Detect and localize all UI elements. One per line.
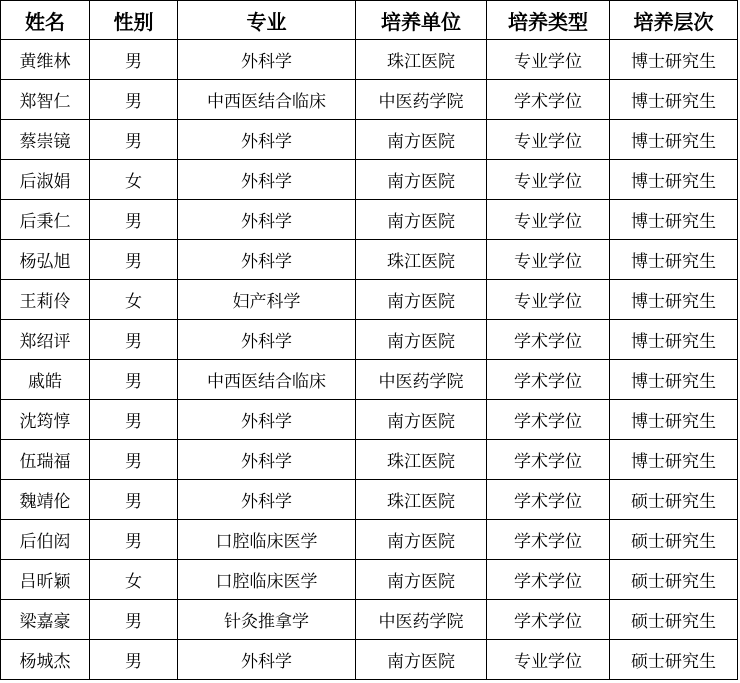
cell-major: 口腔临床医学 xyxy=(178,520,356,560)
cell-name: 梁嘉豪 xyxy=(1,600,90,640)
table-body xyxy=(1,40,738,680)
cell-training-type: 学术学位 xyxy=(487,320,610,360)
cell-training-unit: 南方医院 xyxy=(356,280,487,320)
cell-training-type: 学术学位 xyxy=(487,400,610,440)
table-row xyxy=(1,240,738,280)
cell-gender: 男 xyxy=(90,80,178,120)
header-training-level: 培养层次 xyxy=(610,1,738,40)
cell-training-unit: 南方医院 xyxy=(356,560,487,600)
cell-training-level: 博士研究生 xyxy=(610,280,738,320)
cell-gender: 女 xyxy=(90,280,178,320)
cell-major: 外科学 xyxy=(178,200,356,240)
cell-training-type: 学术学位 xyxy=(487,600,610,640)
table-row xyxy=(1,200,738,240)
table-row xyxy=(1,480,738,520)
cell-training-level: 硕士研究生 xyxy=(610,560,738,600)
cell-training-type: 专业学位 xyxy=(487,120,610,160)
table-row xyxy=(1,600,738,640)
cell-gender: 男 xyxy=(90,480,178,520)
table-row xyxy=(1,400,738,440)
cell-training-level: 博士研究生 xyxy=(610,160,738,200)
cell-gender: 女 xyxy=(90,160,178,200)
cell-training-type: 专业学位 xyxy=(487,240,610,280)
cell-training-type: 学术学位 xyxy=(487,360,610,400)
cell-training-unit: 南方医院 xyxy=(356,320,487,360)
header-name: 姓名 xyxy=(1,1,90,40)
cell-training-level: 博士研究生 xyxy=(610,200,738,240)
cell-gender: 男 xyxy=(90,200,178,240)
header-training-type: 培养类型 xyxy=(487,1,610,40)
cell-training-type: 学术学位 xyxy=(487,560,610,600)
cell-major: 妇产科学 xyxy=(178,280,356,320)
cell-training-unit: 中医药学院 xyxy=(356,360,487,400)
cell-name: 郑绍评 xyxy=(1,320,90,360)
cell-training-unit: 南方医院 xyxy=(356,400,487,440)
cell-name: 伍瑞福 xyxy=(1,440,90,480)
cell-major: 外科学 xyxy=(178,400,356,440)
table-row xyxy=(1,80,738,120)
cell-major: 外科学 xyxy=(178,640,356,680)
cell-gender: 男 xyxy=(90,400,178,440)
cell-major: 口腔临床医学 xyxy=(178,560,356,600)
cell-training-unit: 珠江医院 xyxy=(356,480,487,520)
cell-major: 针灸推拿学 xyxy=(178,600,356,640)
header-row xyxy=(1,1,738,40)
cell-gender: 女 xyxy=(90,560,178,600)
cell-gender: 男 xyxy=(90,320,178,360)
cell-gender: 男 xyxy=(90,600,178,640)
cell-training-unit: 南方医院 xyxy=(356,120,487,160)
table-row xyxy=(1,560,738,600)
cell-training-unit: 南方医院 xyxy=(356,640,487,680)
cell-training-level: 硕士研究生 xyxy=(610,640,738,680)
cell-name: 王莉伶 xyxy=(1,280,90,320)
cell-name: 后秉仁 xyxy=(1,200,90,240)
cell-gender: 男 xyxy=(90,640,178,680)
cell-training-level: 博士研究生 xyxy=(610,40,738,80)
cell-training-type: 专业学位 xyxy=(487,200,610,240)
cell-training-type: 专业学位 xyxy=(487,640,610,680)
header-major: 专业 xyxy=(178,1,356,40)
cell-name: 黄维林 xyxy=(1,40,90,80)
cell-training-unit: 南方医院 xyxy=(356,160,487,200)
cell-gender: 男 xyxy=(90,40,178,80)
cell-name: 杨城杰 xyxy=(1,640,90,680)
cell-training-type: 学术学位 xyxy=(487,80,610,120)
cell-name: 后伯闳 xyxy=(1,520,90,560)
cell-training-type: 专业学位 xyxy=(487,160,610,200)
cell-training-type: 学术学位 xyxy=(487,520,610,560)
cell-name: 沈筠惇 xyxy=(1,400,90,440)
cell-training-unit: 南方医院 xyxy=(356,520,487,560)
cell-major: 外科学 xyxy=(178,440,356,480)
cell-gender: 男 xyxy=(90,360,178,400)
cell-training-type: 专业学位 xyxy=(487,40,610,80)
cell-major: 外科学 xyxy=(178,120,356,160)
cell-name: 后淑娟 xyxy=(1,160,90,200)
cell-training-unit: 珠江医院 xyxy=(356,440,487,480)
cell-major: 中西医结合临床 xyxy=(178,360,356,400)
cell-major: 外科学 xyxy=(178,40,356,80)
cell-training-level: 博士研究生 xyxy=(610,240,738,280)
cell-training-level: 硕士研究生 xyxy=(610,600,738,640)
table-row xyxy=(1,120,738,160)
cell-major: 外科学 xyxy=(178,320,356,360)
cell-training-level: 硕士研究生 xyxy=(610,480,738,520)
cell-training-level: 博士研究生 xyxy=(610,320,738,360)
cell-training-unit: 南方医院 xyxy=(356,200,487,240)
table-row xyxy=(1,280,738,320)
table-row xyxy=(1,320,738,360)
table-row xyxy=(1,520,738,560)
table-row xyxy=(1,440,738,480)
cell-training-level: 博士研究生 xyxy=(610,120,738,160)
table-row xyxy=(1,640,738,680)
cell-name: 吕昕颖 xyxy=(1,560,90,600)
cell-gender: 男 xyxy=(90,520,178,560)
cell-training-level: 博士研究生 xyxy=(610,440,738,480)
cell-name: 魏靖伦 xyxy=(1,480,90,520)
cell-training-unit: 中医药学院 xyxy=(356,80,487,120)
table-row xyxy=(1,160,738,200)
table-header xyxy=(1,1,738,40)
cell-major: 中西医结合临床 xyxy=(178,80,356,120)
header-gender: 性别 xyxy=(90,1,178,40)
table-row xyxy=(1,40,738,80)
cell-training-unit: 珠江医院 xyxy=(356,240,487,280)
cell-name: 郑智仁 xyxy=(1,80,90,120)
cell-gender: 男 xyxy=(90,440,178,480)
cell-training-level: 博士研究生 xyxy=(610,400,738,440)
cell-name: 戚皓 xyxy=(1,360,90,400)
cell-training-unit: 中医药学院 xyxy=(356,600,487,640)
cell-major: 外科学 xyxy=(178,240,356,280)
cell-gender: 男 xyxy=(90,120,178,160)
cell-training-level: 博士研究生 xyxy=(610,80,738,120)
cell-training-level: 博士研究生 xyxy=(610,360,738,400)
cell-training-type: 专业学位 xyxy=(487,280,610,320)
table-row xyxy=(1,360,738,400)
cell-training-type: 学术学位 xyxy=(487,480,610,520)
cell-name: 蔡崇镜 xyxy=(1,120,90,160)
cell-training-level: 硕士研究生 xyxy=(610,520,738,560)
cell-training-unit: 珠江医院 xyxy=(356,40,487,80)
header-training-unit: 培养单位 xyxy=(356,1,487,40)
cell-gender: 男 xyxy=(90,240,178,280)
cell-major: 外科学 xyxy=(178,160,356,200)
cell-name: 杨弘旭 xyxy=(1,240,90,280)
cell-major: 外科学 xyxy=(178,480,356,520)
cell-training-type: 学术学位 xyxy=(487,440,610,480)
